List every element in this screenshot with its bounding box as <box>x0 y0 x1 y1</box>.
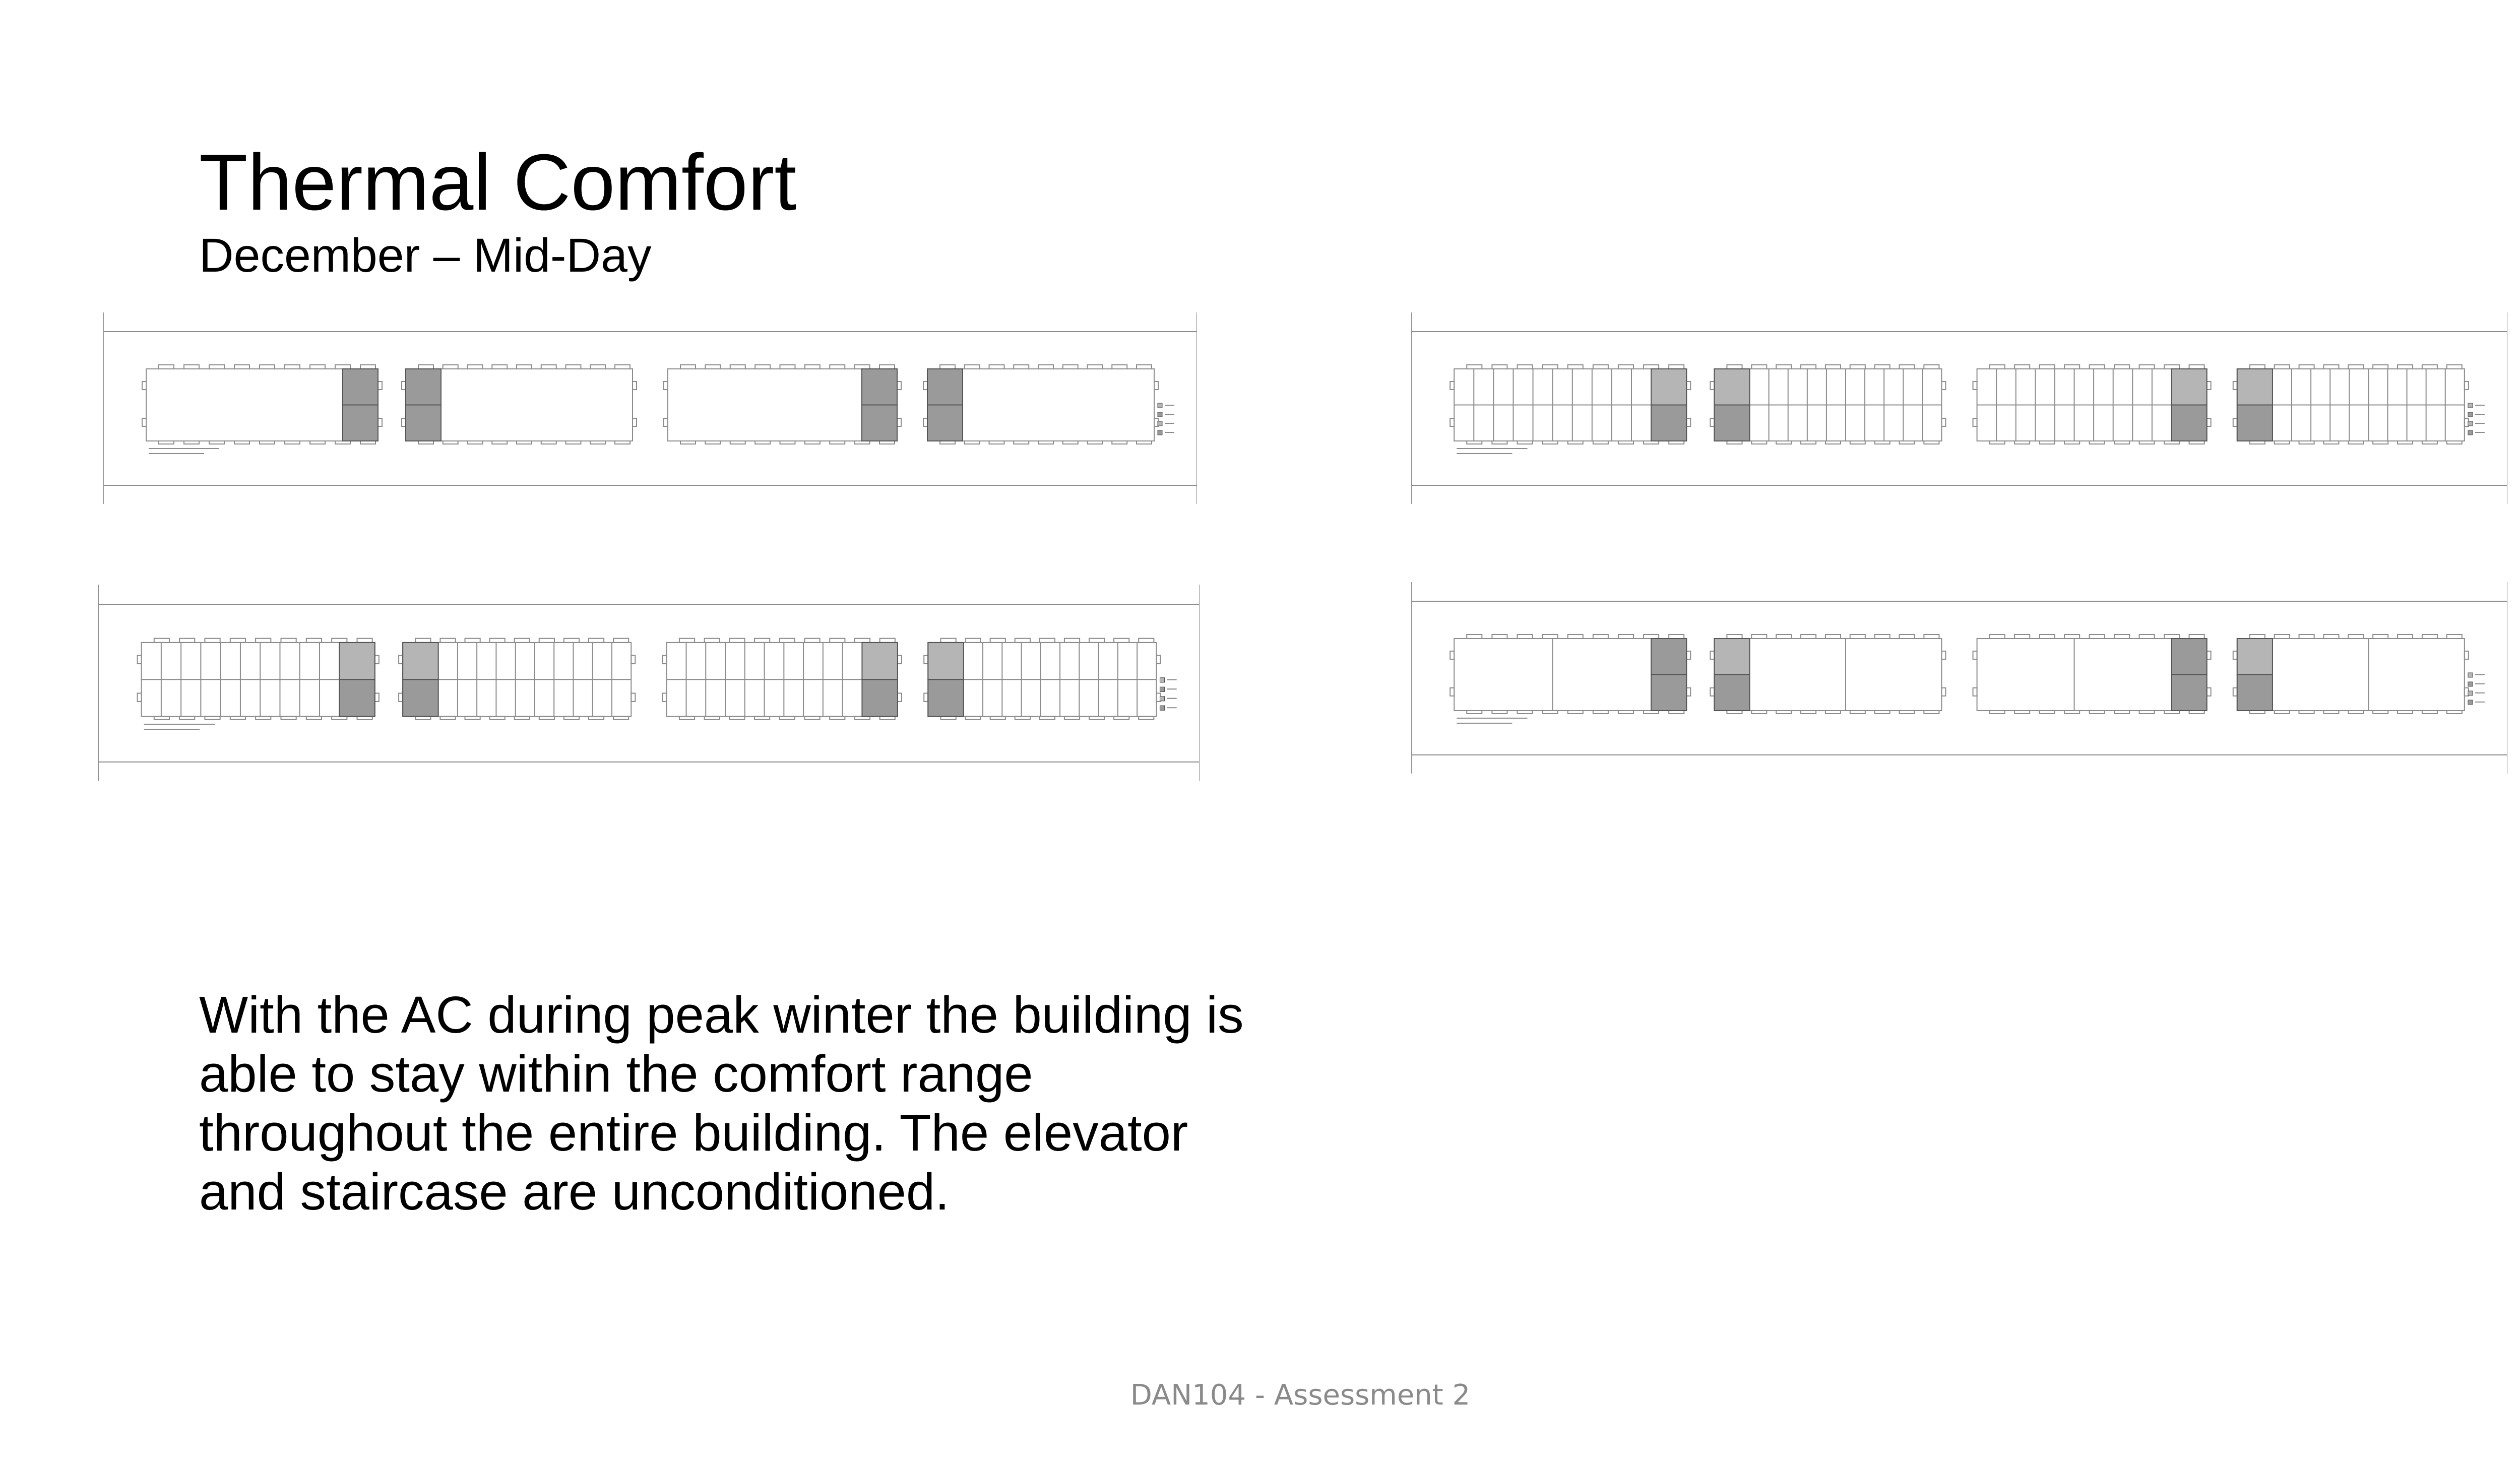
floor-plan-3 <box>98 585 1200 781</box>
floor-plan-drawing <box>98 585 1200 781</box>
description-line: With the AC during peak winter the building is <box>199 986 1244 1044</box>
description-line: throughout the entire building. The elevator <box>199 1104 1188 1162</box>
floor-plan-drawing <box>1411 312 2507 504</box>
description-text <box>199 985 1358 1221</box>
floor-plan-drawing <box>1411 582 2507 774</box>
floor-plan-drawing <box>103 312 1197 504</box>
floor-plan-4 <box>1411 582 2507 774</box>
description-line: and staircase are unconditioned. <box>199 1163 950 1221</box>
slide-title: Thermal Comfort <box>199 138 797 227</box>
description-line: able to stay within the comfort range <box>199 1045 1033 1103</box>
slide-subtitle: December – Mid-Day <box>199 229 652 282</box>
floor-plan-2 <box>1411 312 2507 504</box>
floor-plan-1 <box>103 312 1197 504</box>
footer-text: DAN104 - Assessment 2 <box>1130 1379 1471 1412</box>
